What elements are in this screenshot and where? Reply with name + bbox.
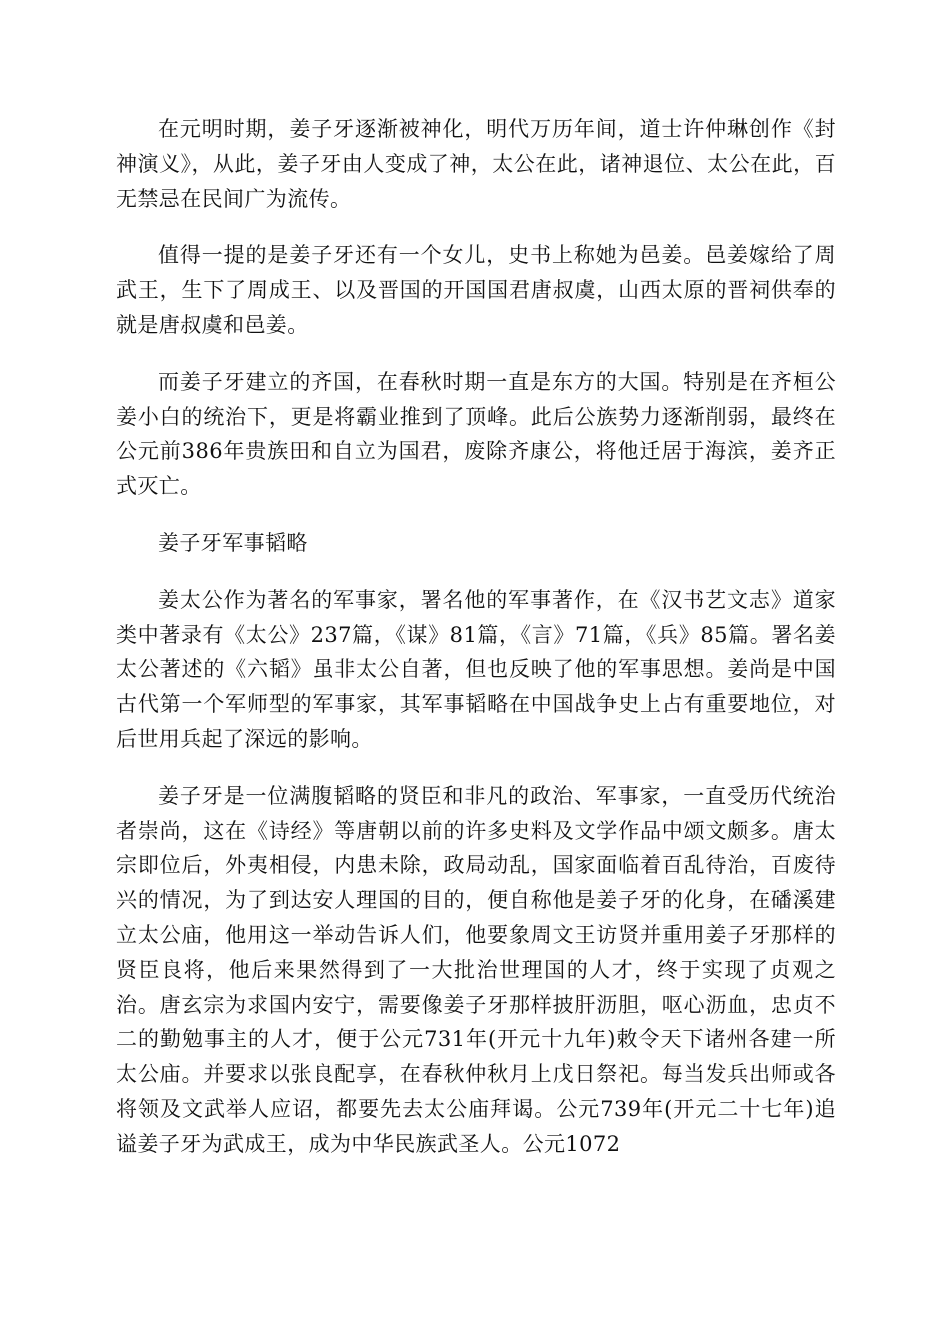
paragraph-military-works: 姜太公作为著名的军事家，署名他的军事著作，在《汉书艺文志》道家类中著录有《太公》237篇，《谋》81篇，《言》71篇，《兵》85篇。署名姜太公著述的《六韬》虽非太公自著，但也反映了他的军事思想。姜尚是中国古代第一个军师型的军事家，其军事韬略在中国战争史上占有重要地位，对后世用兵起了深远的影响。	[116, 587, 836, 751]
section-heading: 姜子牙军事韬略	[158, 530, 308, 555]
paragraph-qi-state: 而姜子牙建立的齐国，在春秋时期一直是东方的大国。特别是在齐桓公姜小白的统治下，更是将霸业推到了顶峰。此后公族势力逐渐削弱，最终在公元前386年贵族田和自立为国君，废除齐康公，将他迁居于海滨，姜齐正式灭亡。	[116, 369, 836, 499]
paragraph-historical-reverence: 姜子牙是一位满腹韬略的贤臣和非凡的政治、军事家，一直受历代统治者崇尚，这在《诗经》等唐朝以前的许多史料及文学作品中颂文颇多。唐太宗即位后，外夷相侵，内患未除，政局动乱，国家面临着百乱待治，百废待兴的情况，为了到达安人理国的目的，便自称他是姜子牙的化身，在磻溪建立太公庙，他用这一举动告诉人们，他要象周文王访贤并重用姜子牙那样的贤臣良将，他后来果然得到了一大批治世理国的人才，终于实现了贞观之治。唐玄宗为求国内安宁，需要像姜子牙那样披肝沥胆，呕心沥血，忠贞不二的勤勉事主的人才，便于公元731年(开元十九年)敕令天下诸州各建一所太公庙。并要求以张良配享，在春秋仲秋月上戊日祭祀。每当发兵出师或各将领及文武举人应诏，都要先去太公庙拜谒。公元739年(开元二十七年)追谥姜子牙为武成王，成为中华民族武圣人。公元1072	[116, 783, 836, 1156]
document-page	[116, 112, 836, 1184]
paragraph-daughter-yijiang: 值得一提的是姜子牙还有一个女儿，史书上称她为邑姜。邑姜嫁给了周武王，生下了周成王、以及晋国的开国国君唐叔虞，山西太原的晋祠供奉的就是唐叔虞和邑姜。	[116, 243, 836, 337]
paragraph-deification: 在元明时期，姜子牙逐渐被神化，明代万历年间，道士许仲琳创作《封神演义》，从此，姜子牙由人变成了神，太公在此，诸神退位、太公在此，百无禁忌在民间广为流传。	[116, 117, 836, 211]
